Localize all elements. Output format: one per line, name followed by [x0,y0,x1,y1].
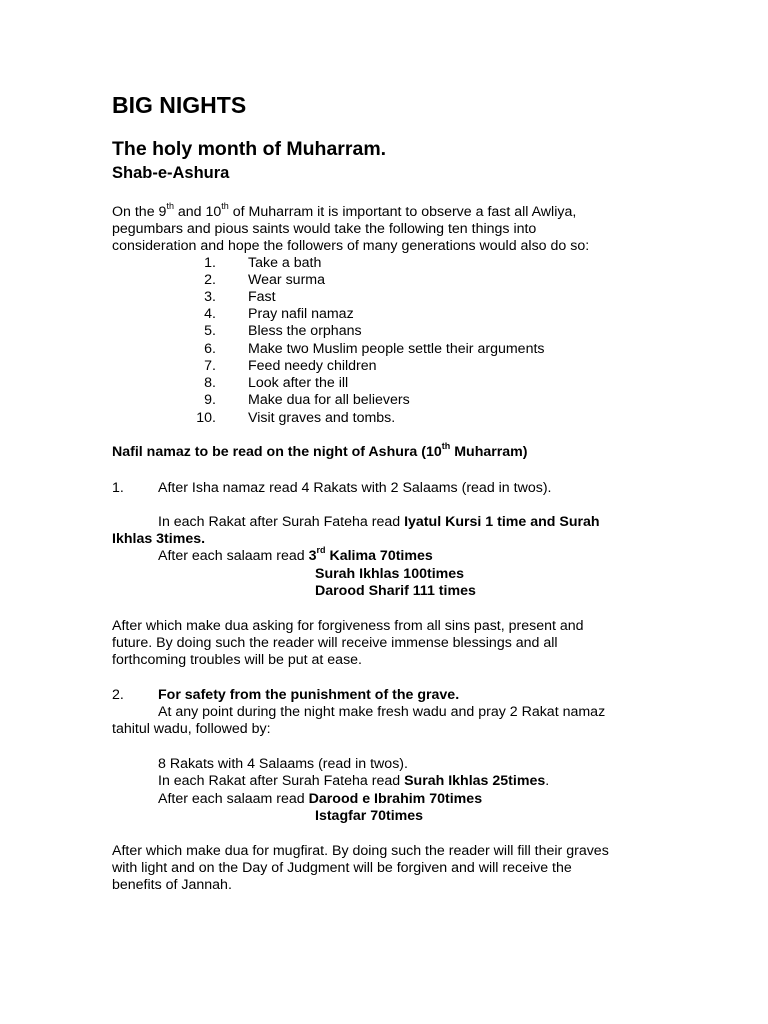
nafil-heading: Nafil namaz to be read on the night of Ashura (10th Muharram) [112,441,528,460]
list-item-number: 1. [204,255,216,271]
paragraph-line: forthcoming troubles will be put at ease. [112,652,362,668]
list-item-number: 9. [204,392,216,408]
item-1-text: After Isha namaz read 4 Rakats with 2 Salaams (read in twos). [158,480,552,496]
list-item-number: 7. [204,358,216,374]
item-1-number: 1. [112,480,124,496]
item-1-darood: Darood Sharif 111 times [315,583,476,599]
page-title: BIG NIGHTS [112,92,247,118]
item-1-rakat-line-2: Ikhlas 3times. [112,531,206,547]
list-item-number: 5. [204,323,216,339]
item-1-ikhlas: Surah Ikhlas 100times [315,566,465,582]
paragraph-line: After which make dua asking for forgiveness from all sins past, present and [112,618,584,634]
item-2-istagfar: Istagfar 70times [315,808,424,824]
list-item-number: 8. [204,375,216,391]
paragraph-line: benefits of Jannah. [112,877,232,893]
list-item-number: 2. [204,272,216,288]
section-title: Shab-e-Ashura [112,164,230,182]
list-item-number: 4. [204,306,216,322]
item-2-line-1: At any point during the night make fresh wadu and pray 2 Rakat namaz [158,704,606,720]
item-1-rakat-line: In each Rakat after Surah Fateha read Iyatul Kursi 1 time and Surah [158,514,600,530]
list-item-number: 10. [196,410,216,426]
list-item: Look after the ill [248,375,349,391]
list-item-number: 6. [204,341,216,357]
intro-line-2: pegumbars and pious saints would take the following ten things into [112,221,537,237]
list-item: Wear surma [248,272,325,288]
paragraph-line: future. By doing such the reader will receive immense blessings and all [112,635,558,651]
list-item: Bless the orphans [248,323,362,339]
intro-line-1: On the 9th and 10th of Muharram it is important to observe a fast all Awliya, [112,201,577,220]
item-2-number: 2. [112,687,124,703]
list-item: Take a bath [248,255,322,271]
list-item-number: 3. [204,289,216,305]
item-2-heading: For safety from the punishment of the grave. [158,687,460,703]
list-item: Visit graves and tombs. [248,410,396,426]
item-2-rakats: 8 Rakats with 4 Salaams (read in twos). [158,756,408,772]
intro-line-3: consideration and hope the followers of many generations would also do so: [112,238,590,254]
paragraph-line: with light and on the Day of Judgment will be forgiven and will receive the [112,860,572,876]
list-item: Pray nafil namaz [248,306,354,322]
paragraph-line: After which make dua for mugfirat. By doing such the reader will fill their graves [112,843,609,859]
item-2-salaam-line: After each salaam read Darood e Ibrahim 70times [158,791,483,807]
list-item: Make two Muslim people settle their arguments [248,341,545,357]
list-item: Fast [248,289,276,305]
list-item: Make dua for all believers [248,392,410,408]
list-item: Feed needy children [248,358,377,374]
item-2-rakat-line: In each Rakat after Surah Fateha read Surah Ikhlas 25times. [158,773,550,789]
item-1-salaam-line: After each salaam read 3rd Kalima 70times [158,545,433,564]
subtitle: The holy month of Muharram. [112,138,387,160]
item-2-line-2: tahitul wadu, followed by: [112,721,271,737]
